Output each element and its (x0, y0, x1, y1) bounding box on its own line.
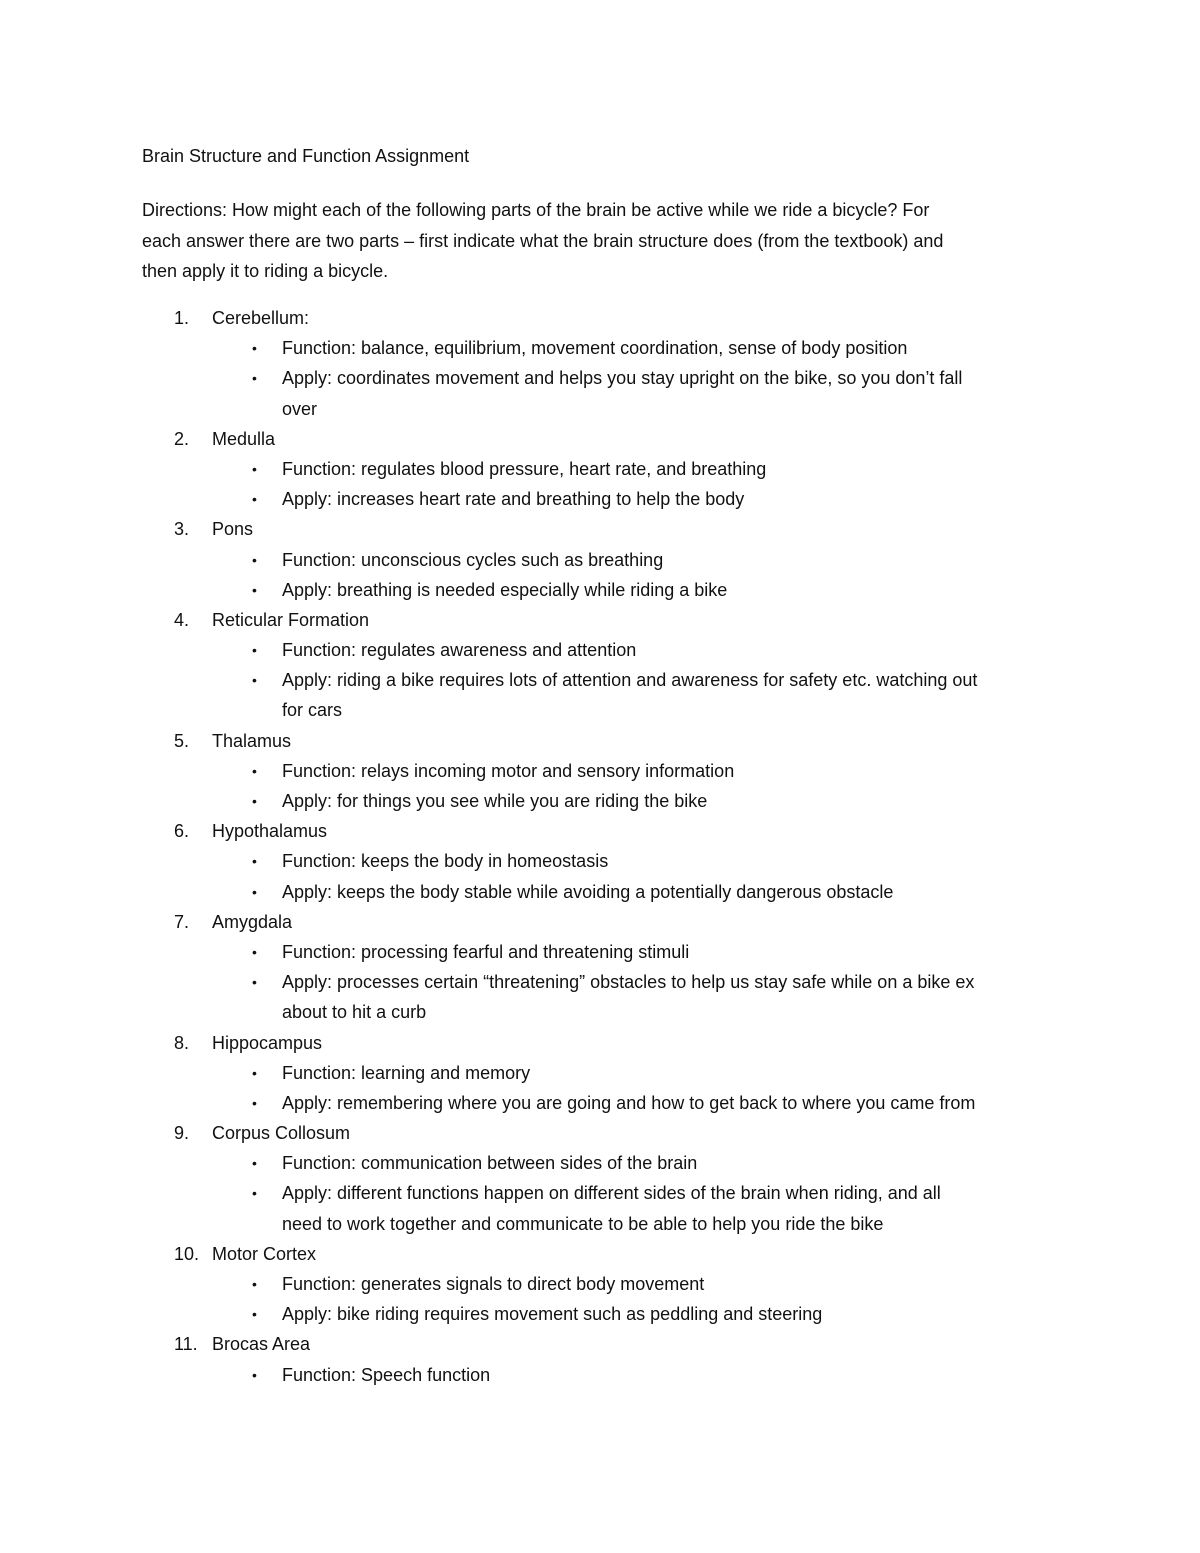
list-item-number: 3. (174, 519, 190, 540)
apply-bullet-text: Apply: breathing is needed especially while riding a bike (282, 579, 728, 600)
apply-bullet-row (0, 484, 1200, 514)
apply-bullet-row (0, 997, 1200, 1027)
function-bullet-text: Function: Speech function (282, 1364, 491, 1385)
apply-bullet-row (0, 1088, 1200, 1118)
bullet-icon: • (252, 762, 257, 779)
list-item-name: Motor Cortex (212, 1243, 317, 1264)
list-item (0, 424, 1200, 454)
function-bullet-text: Function: unconscious cycles such as breathing (282, 549, 664, 570)
function-bullet-text: Function: generates signals to direct body movement (282, 1274, 705, 1294)
list-item (0, 1118, 1200, 1148)
apply-bullet-text: Apply: keeps the body stable while avoiding a potentially dangerous obstacle (282, 881, 894, 902)
function-bullet-row (0, 1360, 1200, 1390)
function-bullet-row (0, 846, 1200, 876)
brain-structure-list (0, 303, 1200, 1390)
apply-bullet-text: over (282, 398, 318, 419)
function-bullet-row (0, 756, 1200, 786)
apply-bullet-row (0, 877, 1200, 907)
apply-bullet-row (0, 363, 1200, 393)
list-item (0, 1329, 1200, 1359)
list-item-number: 8. (174, 1032, 190, 1053)
function-bullet-text: Function: relays incoming motor and sensory information (282, 760, 735, 781)
apply-bullet-row (0, 575, 1200, 605)
apply-bullet-text: Apply: remembering where you are going and how to get back to where you came from (282, 1092, 976, 1113)
list-item-number: 6. (174, 821, 190, 842)
apply-bullet-text: Apply: processes certain “threatening” obstacles to help us stay safe while on a bike ex (282, 972, 975, 993)
list-item (0, 514, 1200, 544)
bullet-icon: • (252, 883, 257, 900)
list-item-name: Brocas Area (212, 1334, 311, 1355)
bullet-icon: • (252, 1366, 257, 1383)
bullet-icon: • (252, 1094, 257, 1111)
apply-bullet-text: Apply: increases heart rate and breathing to help the body (282, 489, 745, 510)
function-bullet-row (0, 1269, 1200, 1299)
list-item-number: 9. (174, 1123, 190, 1144)
bullet-icon: • (252, 581, 257, 598)
list-item-name: Hypothalamus (212, 821, 328, 842)
bullet-icon: • (252, 642, 257, 659)
list-item-number: 11. (174, 1334, 198, 1355)
function-bullet-row (0, 454, 1200, 484)
apply-bullet-row (0, 1209, 1200, 1239)
bullet-icon: • (252, 460, 257, 477)
apply-bullet-text: Apply: different functions happen on different sides of the brain when riding, and all (282, 1183, 941, 1204)
list-item (0, 605, 1200, 635)
bullet-icon: • (252, 1155, 257, 1172)
list-item-name: Thalamus (212, 730, 292, 751)
bullet-icon: • (252, 943, 257, 960)
bullet-icon: • (252, 1306, 257, 1323)
list-item (0, 726, 1200, 756)
apply-bullet-text: Apply: bike riding requires movement such as peddling and steering (282, 1304, 823, 1325)
list-item-name: Reticular Formation (212, 609, 370, 630)
apply-bullet-row (0, 1299, 1200, 1329)
list-item-name: Hippocampus (212, 1032, 323, 1053)
function-bullet-row (0, 333, 1200, 363)
apply-bullet-text: for cars (282, 700, 343, 721)
apply-bullet-row (0, 967, 1200, 997)
function-bullet-text: Function: regulates blood pressure, heart rate, and breathing (282, 458, 767, 479)
directions-line: then apply it to riding a bicycle. (142, 261, 389, 281)
document-title: Brain Structure and Function Assignment (142, 146, 470, 166)
list-item-number: 4. (174, 609, 190, 630)
apply-bullet-row (0, 786, 1200, 816)
directions-line: each answer there are two parts – first indicate what the brain structure does (from the textbook) and (142, 230, 944, 251)
bullet-icon: • (252, 491, 257, 508)
apply-bullet-row (0, 695, 1200, 725)
list-item (0, 816, 1200, 846)
bullet-icon: • (252, 974, 257, 991)
apply-bullet-row (0, 665, 1200, 695)
bullet-icon: • (252, 793, 257, 809)
bullet-icon: • (252, 672, 257, 689)
list-item-name: Amygdala (212, 911, 293, 932)
list-item-number: 10. (174, 1243, 200, 1264)
function-bullet-text: Function: processing fearful and threatening stimuli (282, 941, 690, 962)
function-bullet-row (0, 1058, 1200, 1088)
list-item-number: 7. (174, 911, 190, 932)
bullet-icon: • (252, 551, 257, 568)
list-item (0, 1028, 1200, 1058)
apply-bullet-row (0, 1178, 1200, 1208)
list-item (0, 303, 1200, 333)
bullet-icon: • (252, 1064, 257, 1081)
function-bullet-text: Function: regulates awareness and attention (282, 640, 637, 661)
apply-bullet-text: need to work together and communicate to be able to help you ride the bike (282, 1213, 884, 1234)
bullet-icon: • (252, 370, 257, 387)
bullet-icon: • (252, 1185, 257, 1202)
apply-bullet-text: Apply: riding a bike requires lots of attention and awareness for safety etc. watching out (282, 670, 978, 691)
function-bullet-row (0, 1148, 1200, 1178)
bullet-icon: • (252, 853, 257, 870)
directions-line: Directions: How might each of the following parts of the brain be active while we ride a bicycle? For (142, 200, 930, 220)
list-item-name: Pons (212, 519, 254, 540)
list-item-number: 2. (174, 428, 190, 449)
list-item (0, 907, 1200, 937)
apply-bullet-row (0, 394, 1200, 424)
function-bullet-row (0, 937, 1200, 967)
function-bullet-text: Function: learning and memory (282, 1062, 531, 1083)
function-bullet-text: Function: communication between sides of the brain (282, 1153, 698, 1174)
apply-bullet-text: Apply: coordinates movement and helps you stay upright on the bike, so you don’t fall (282, 368, 963, 389)
list-item-name: Medulla (212, 428, 276, 449)
apply-bullet-text: about to hit a curb (282, 1002, 427, 1023)
list-item-name: Corpus Collosum (212, 1123, 351, 1144)
bullet-icon: • (252, 1276, 257, 1292)
bullet-icon: • (252, 340, 257, 357)
function-bullet-text: Function: balance, equilibrium, movement coordination, sense of body position (282, 338, 908, 359)
apply-bullet-text: Apply: for things you see while you are riding the bike (282, 791, 708, 811)
list-item-number: 1. (174, 308, 190, 328)
function-bullet-row (0, 545, 1200, 575)
directions-paragraph (142, 195, 1062, 287)
function-bullet-text: Function: keeps the body in homeostasis (282, 851, 609, 872)
function-bullet-row (0, 635, 1200, 665)
list-item-number: 5. (174, 730, 190, 751)
list-item-name: Cerebellum: (212, 308, 310, 328)
list-item (0, 1239, 1200, 1269)
